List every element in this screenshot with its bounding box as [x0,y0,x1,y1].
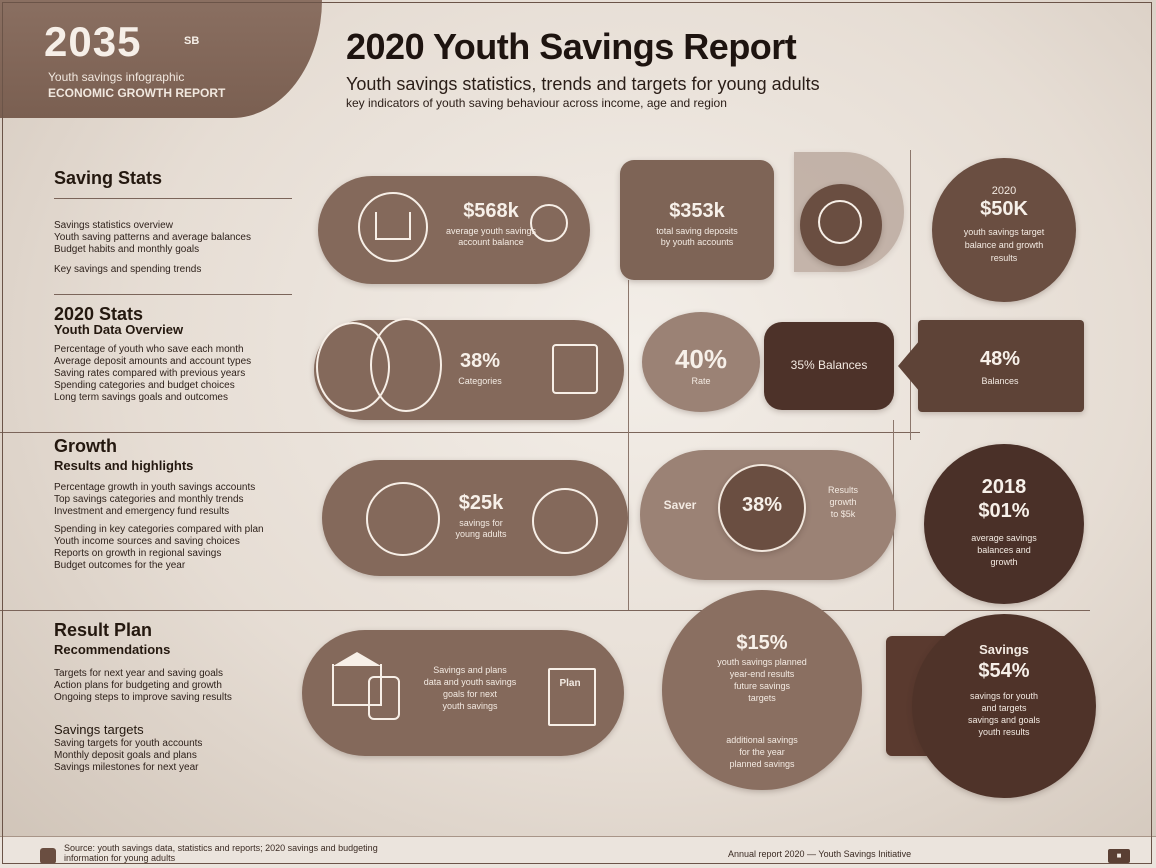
caption-line: youth results [978,727,1030,737]
text-line: Targets for next year and saving goals [54,668,223,679]
divider [0,610,1090,611]
section-5-text [54,738,294,774]
divider [54,294,292,295]
caption-line: additional savings [726,735,798,745]
stat-caption [672,656,852,704]
badge-tag: SB [184,35,200,47]
text-line: Savings statistics overview [54,220,173,231]
text-line: Youth saving patterns and average balances [54,232,251,243]
caption-line: by youth accounts [660,237,734,247]
section-4-text [54,668,294,704]
piggy-bank-icon [530,204,568,242]
caption-line: results [990,253,1018,263]
caption-line: Results [827,485,858,495]
stat-circle-4 [924,444,1084,604]
caption-line: year-end results [729,669,795,679]
caption-line: data and youth savings [423,677,517,687]
caption-line: to $5k [830,509,856,519]
caption-line: growth [990,557,1018,567]
stat-value: $353k [669,200,725,222]
text-line: Percentage growth in youth savings accounts [54,482,256,493]
document-icon [552,344,598,394]
stat-value: 48% [979,348,1021,370]
text-line: Budget habits and monthly goals [54,244,200,255]
stat-value-2: $01% [978,500,1030,522]
section-2-text [54,344,294,404]
caption-line: account balance [458,237,524,247]
badge-year: 2035 [44,18,142,65]
caption-line: savings and goals [967,715,1041,725]
stat-value: $25k [458,492,504,514]
stat-caption: Categories [458,376,502,386]
stat-top: Savings [979,642,1029,657]
section-2-heading: 2020 Stats [54,304,144,324]
savings-jar-icon [366,482,440,556]
stat-caption [942,226,1066,265]
text-line: Budget outcomes for the year [54,560,186,571]
connector-line [910,150,911,440]
stat-caption [436,518,526,540]
stat-label: Saver [663,498,697,512]
footer-logo [40,848,56,864]
stat-label: 35% Balances [790,358,868,372]
page-subtitle: Youth savings statistics, trends and targets for young adults [346,74,820,94]
stat-caption [408,664,532,712]
divider [54,198,292,199]
stat-value: 2018 [981,476,1027,498]
page-subtitle-2: key indicators of youth saving behaviour across income, age and region [346,96,727,110]
roof-icon [333,652,381,666]
stat-value: 40% [674,344,728,374]
stat-top: 2020 [991,185,1017,197]
text-line: Percentage of youth who save each month [54,344,244,355]
divider [0,432,920,433]
text-line: Saving rates compared with previous years [54,368,246,379]
caption-line: average savings [971,533,1037,543]
text-line: Long term savings goals and outcomes [54,392,228,403]
text-line: Saving targets for youth accounts [54,738,203,749]
caption-line: total saving deposits [656,226,738,236]
text-line: Top savings categories and monthly trends [54,494,244,505]
cash-icon [532,488,598,554]
connector-line [628,280,629,610]
text-line: Reports on growth in regional savings [54,548,222,559]
receipt-label: Plan [559,678,581,689]
text-line: Key savings and spending trends [54,264,202,275]
header-badge [0,0,322,118]
stat-caption [446,226,536,248]
section-4-heading: Result Plan [54,620,153,640]
text-line: Action plans for budgeting and growth [54,680,222,691]
stat-value: $15% [736,632,788,654]
badge-subtitle: Youth savings infographic [48,70,185,84]
text-line: Investment and emergency fund results [54,506,230,517]
arrow-left-icon [898,340,920,392]
stat-caption-2 [672,734,852,770]
text-line: Youth income sources and saving choices [54,536,240,547]
text-line: Monthly deposit goals and plans [54,750,197,761]
section-1-text [54,220,294,276]
caption-line: youth savings target [963,227,1045,237]
stat-value: 38% [459,350,501,372]
section-3-subheading: Results and highlights [54,458,194,473]
footer-logo-right: ■ [1108,849,1130,863]
section-2-subheading: Youth Data Overview [54,322,184,337]
text-line: Spending categories and budget choices [54,380,235,391]
stat-value: $54% [978,660,1030,682]
section-1-heading: Saving Stats [54,168,163,188]
caption-line: Savings and plans [433,665,507,675]
caption-line: future savings [733,681,791,691]
caption-line: growth [829,497,857,507]
caption-line: youth savings [442,701,498,711]
jar-icon [368,676,400,720]
text-line: Spending in key categories compared with plan [54,524,264,535]
text-line: Average deposit amounts and account types [54,356,252,367]
stat-caption: Rate [691,376,711,386]
wallet-icon [370,318,442,412]
building-icon [375,212,411,240]
footer-source: Source: youth savings data, statistics and reports; 2020 savings and budgeting information for young adults [64,843,378,863]
footer-credit: Annual report 2020 — Youth Savings Initiative [728,849,912,859]
footer [0,836,1156,868]
caption-line: and targets [981,703,1027,713]
caption-line: savings for youth [969,691,1039,701]
caption-line: planned savings [729,759,795,769]
text-line: Ongoing steps to improve saving results [54,692,232,703]
stat-caption [808,484,878,520]
section-4-subheading: Recommendations [54,642,171,657]
caption-line: balance and growth [964,240,1044,250]
section-3-heading: Growth [54,436,117,456]
caption-line: savings for [459,518,503,528]
caption-line: young adults [455,529,507,539]
stat-caption: Balances [981,376,1019,386]
page-title: 2020 Youth Savings Report [346,26,797,67]
text-line: Savings milestones for next year [54,762,199,773]
stat-caption [630,226,764,248]
caption-line: targets [748,693,776,703]
caption-line: goals for next [442,689,498,699]
badge-subtitle-2: ECONOMIC GROWTH REPORT [48,86,226,100]
section-3-text [54,482,294,572]
stat-value: $50K [980,198,1028,220]
caption-line: youth savings planned [717,657,807,667]
caption-line: average youth savings [446,226,537,236]
chart-icon [818,200,862,244]
stat-caption [934,532,1074,568]
stat-value: 38% [741,494,783,516]
section-5-subheading: Savings targets [54,722,144,737]
stat-caption [922,690,1086,738]
caption-line: for the year [739,747,785,757]
caption-line: balances and [977,545,1031,555]
stat-value: $568k [463,200,519,222]
receipt-icon [548,668,596,726]
